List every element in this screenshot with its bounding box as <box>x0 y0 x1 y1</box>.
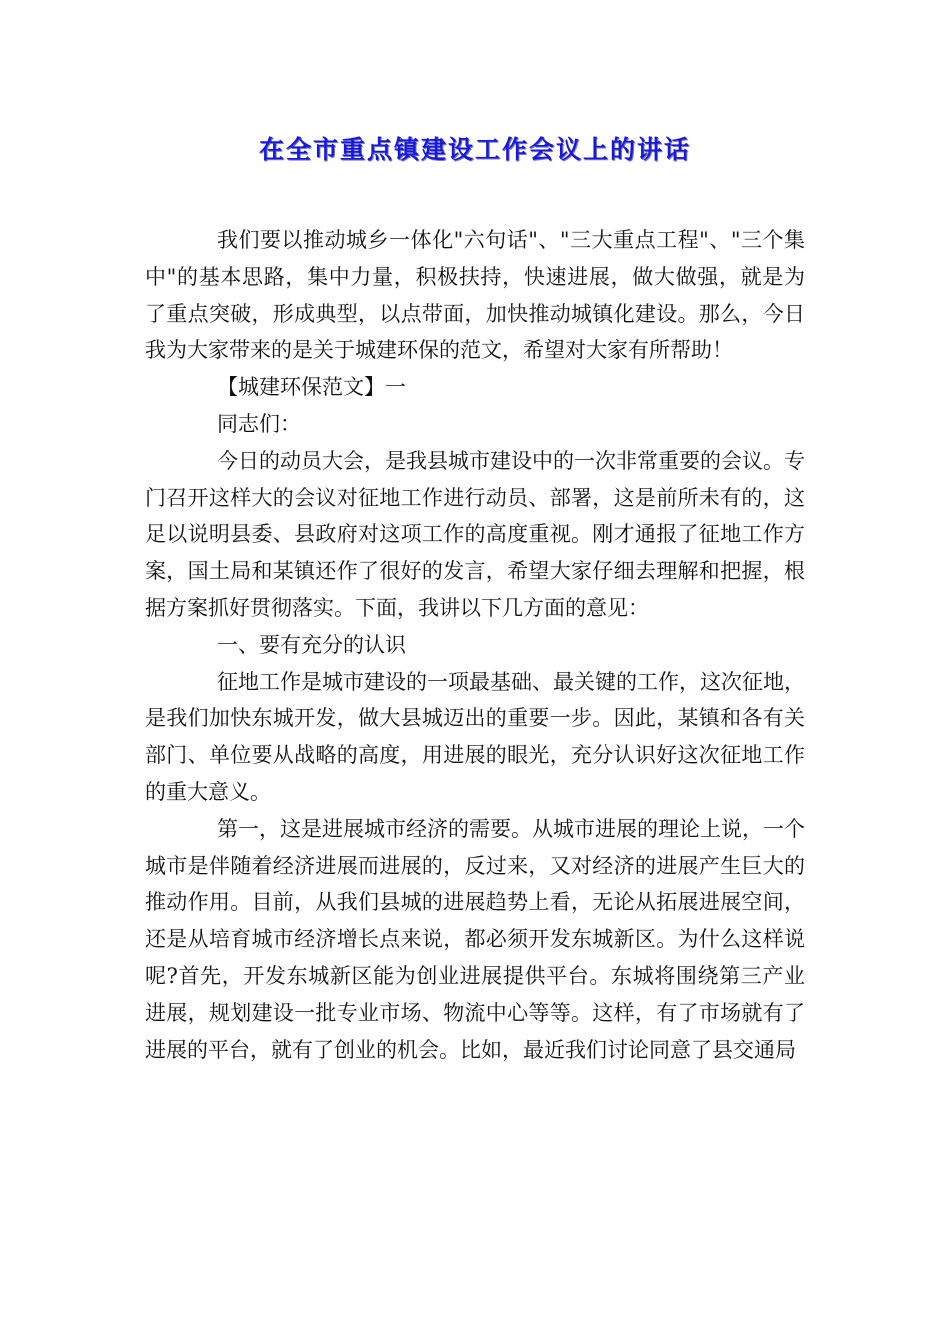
paragraph-opening: 今日的动员大会，是我县城市建设中的一次非常重要的会议。专门召开这样大的会议对征地工作进行动员、部署，这是前所未有的，这足以说明县委、县政府对这项工作的高度重视。刚才通报了征地工作方案，国土局和某镇还作了很好的发言，希望大家仔细去理解和把握，根据方案抓好贯彻落实。下面，我讲以下几方面的意见： <box>145 448 805 620</box>
paragraph-heading-one: 一、要有充分的认识 <box>217 632 406 657</box>
document-title: 在全市重点镇建设工作会议上的讲话 <box>258 135 691 164</box>
paragraph-salutation: 同志们： <box>217 411 301 436</box>
paragraph-significance: 征地工作是城市建设的一项最基础、最关键的工作，这次征地，是我们加快东城开发，做大县城迈出的重要一步。因此，某镇和各有关部门、单位要从战略的高度，用进展的眼光，充分认识好这次征地工作的重大意义。 <box>145 669 805 804</box>
paragraph-intro: 我们要以推动城乡一体化"六句话"、"三大重点工程"、"三个集中"的基本思路，集中力量，积极扶持，快速进展，做大做强，就是为了重点突破，形成典型，以点带面，加快推动城镇化建设。那么，今日我为大家带来的是关于城建环保的范文，希望对大家有所帮助！ <box>145 228 805 363</box>
document-body <box>145 222 805 1068</box>
paragraph-section-heading: 【城建环保范文】一 <box>217 375 406 400</box>
paragraph-first-point: 第一，这是进展城市经济的需要。从城市进展的理论上说，一个城市是伴随着经济进展而进展的，反过来，又对经济的进展产生巨大的推动作用。目前，从我们县城的进展趋势上看，无论从拓展进展空间，还是从培育城市经济增长点来说，都必须开发东城新区。为什么这样说呢?首先，开发东城新区能为创业进展提供平台。东城将围绕第三产业进展，规划建设一批专业市场、物流中心等等。这样，有了市场就有了进展的平台，就有了创业的机会。比如，最近我们讨论同意了县交通局 <box>145 816 805 1062</box>
